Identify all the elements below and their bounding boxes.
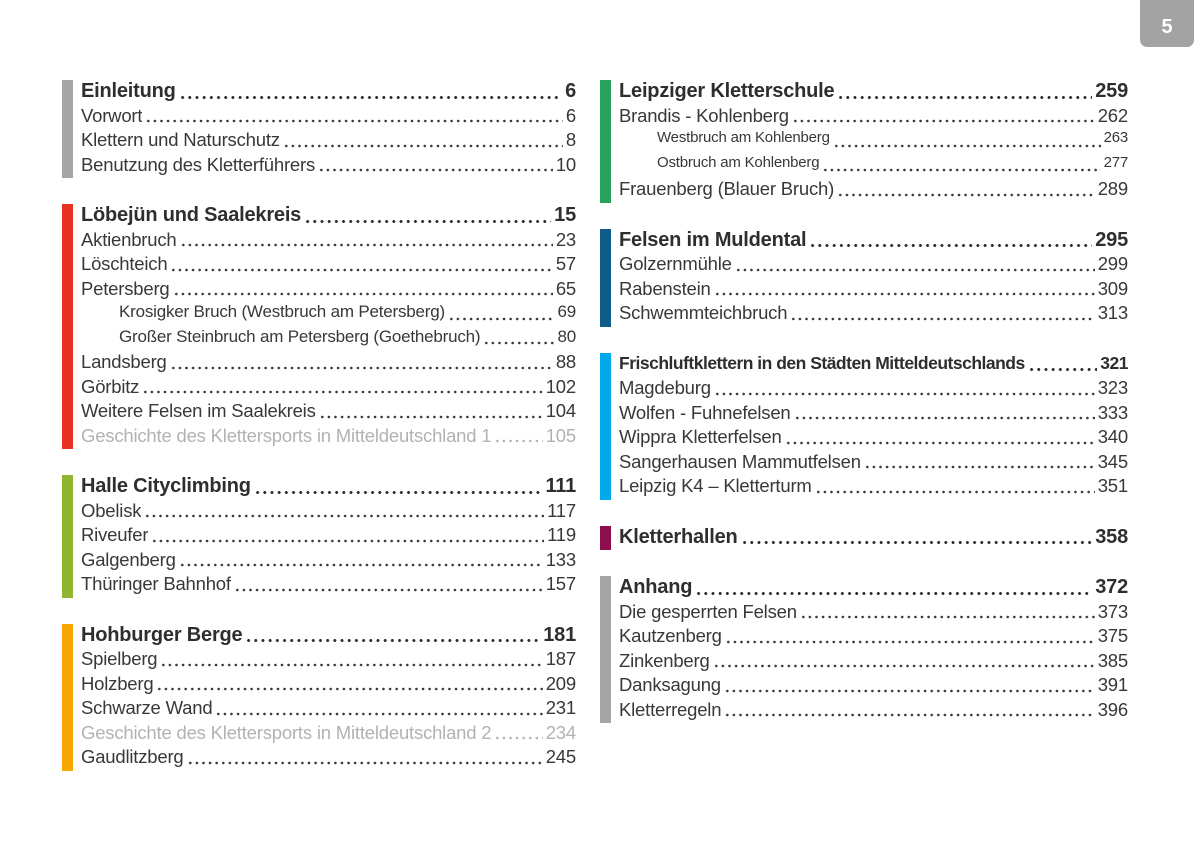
toc-entry-row — [81, 253, 576, 278]
dot-leader — [448, 316, 555, 322]
toc-entry-row — [81, 425, 576, 450]
toc-entry-row — [81, 746, 576, 771]
dot-leader — [837, 192, 1095, 198]
toc-entry-label: Görbitz — [81, 375, 140, 397]
dot-leader — [254, 489, 543, 496]
toc-entry-row — [619, 699, 1128, 724]
toc-entry-label: Weitere Felsen im Saalekreis — [81, 400, 316, 421]
toc-entry-row — [81, 129, 576, 154]
toc-entry-page: 323 — [1097, 377, 1128, 398]
section-color-bar — [62, 80, 73, 178]
toc-entry-page: 187 — [545, 648, 576, 669]
toc-entry-page: 313 — [1097, 302, 1128, 323]
section-entries — [81, 624, 576, 771]
dot-leader — [304, 218, 551, 225]
toc-entry-page: 69 — [557, 302, 576, 321]
dot-leader — [713, 663, 1095, 669]
toc-heading-row — [81, 624, 576, 649]
toc-heading-page: 111 — [545, 475, 576, 497]
toc-heading-row — [619, 229, 1128, 254]
toc-entry-label: Danksagung — [619, 674, 721, 695]
toc-heading-label: Felsen im Muldental — [619, 228, 807, 251]
toc-heading-row — [619, 576, 1128, 601]
dot-leader — [725, 639, 1095, 645]
toc-section — [600, 80, 1128, 203]
dot-leader — [724, 712, 1094, 718]
toc-entry-row — [619, 402, 1128, 427]
toc-entry-label: Vorwort — [81, 104, 143, 126]
toc-heading-page: 321 — [1100, 352, 1128, 373]
toc-entry-row — [81, 697, 576, 722]
toc-entry-label: Golzernmühle — [619, 253, 732, 274]
toc-entry-page: 104 — [545, 400, 576, 421]
section-entries — [619, 576, 1128, 723]
dot-leader — [794, 415, 1095, 421]
toc-entry-label: Geschichte des Klettersports in Mitteldeutschland 2 — [81, 721, 492, 743]
toc-entry-row — [81, 573, 576, 598]
dot-leader — [785, 440, 1095, 446]
toc-entry-row — [619, 253, 1128, 278]
toc-entry-page: 396 — [1097, 698, 1128, 720]
toc-heading-page: 295 — [1095, 228, 1128, 251]
toc-entry-row — [81, 648, 576, 673]
section-entries — [81, 204, 576, 449]
dot-leader — [741, 539, 1093, 546]
toc-entry-page: 262 — [1097, 104, 1128, 126]
toc-entry-label: Aktienbruch — [81, 228, 177, 250]
dot-leader — [173, 291, 553, 297]
toc-entry-row — [81, 400, 576, 425]
section-entries — [81, 80, 576, 178]
section-color-bar — [62, 204, 73, 449]
section-color-bar — [62, 624, 73, 771]
dot-leader — [151, 538, 544, 544]
toc-heading-label: Kletterhallen — [619, 525, 738, 548]
toc-entry-label: Frauenberg (Blauer Bruch) — [619, 178, 835, 199]
toc-section — [62, 80, 576, 178]
toc-heading-page: 6 — [565, 80, 576, 102]
toc-entry-page: 351 — [1097, 475, 1128, 496]
toc-entry-label: Galgenberg — [81, 548, 176, 570]
toc-entry-page: 6 — [565, 104, 576, 126]
toc-entry-row — [619, 129, 1128, 154]
toc-entry-label: Petersberg — [81, 277, 170, 299]
toc-heading-page: 259 — [1095, 80, 1128, 102]
section-entries — [619, 80, 1128, 203]
toc-entry-row — [619, 154, 1128, 179]
toc-entry-page: 375 — [1097, 625, 1128, 646]
toc-entry-page: 333 — [1097, 401, 1128, 423]
dot-leader — [815, 489, 1095, 495]
toc-entry-page: 23 — [555, 228, 576, 250]
section-entries — [619, 229, 1128, 327]
dot-leader — [179, 94, 562, 101]
dot-leader — [319, 414, 543, 420]
toc-entry-row — [619, 302, 1128, 327]
dot-leader — [790, 316, 1094, 322]
toc-entry-label: Benutzung des Kletterführers — [81, 153, 316, 175]
toc-entry-page: 289 — [1097, 178, 1128, 199]
toc-entry-row — [619, 426, 1128, 451]
toc-entry-row — [81, 154, 576, 179]
dot-leader — [215, 711, 542, 717]
toc-entry-row — [619, 625, 1128, 650]
section-color-bar — [600, 80, 611, 203]
toc-entry-label: Obelisk — [81, 499, 142, 521]
dot-leader — [170, 365, 553, 371]
toc-entry-page: 102 — [545, 375, 576, 397]
toc-entry-row — [619, 377, 1128, 402]
toc-entry-label: Schwemmteichbruch — [619, 302, 788, 323]
toc-section — [62, 624, 576, 771]
section-color-bar — [600, 353, 611, 500]
toc-heading-label: Halle Cityclimbing — [81, 475, 251, 497]
section-color-bar — [600, 229, 611, 327]
toc-entry-page: 277 — [1103, 153, 1128, 171]
toc-entry-page: 299 — [1097, 253, 1128, 274]
toc-column-left — [62, 80, 576, 797]
dot-leader — [318, 167, 553, 173]
toc-entry-label: Thüringer Bahnhof — [81, 573, 231, 594]
toc-entry-row — [619, 475, 1128, 500]
toc-entry-label: Riveufer — [81, 524, 149, 545]
dot-leader — [800, 614, 1095, 620]
toc-entry-page: 385 — [1097, 649, 1128, 671]
toc-heading-row — [81, 204, 576, 229]
dot-leader — [145, 118, 563, 124]
dot-leader — [283, 143, 563, 149]
toc-entry-label: Krosigker Bruch (Westbruch am Petersberg) — [119, 302, 445, 321]
toc-heading-label: Einleitung — [81, 80, 176, 102]
toc-entry-row — [81, 673, 576, 698]
toc-heading-page: 358 — [1095, 525, 1128, 548]
toc-entry-label: Spielberg — [81, 648, 158, 669]
toc-entry-row — [81, 500, 576, 525]
toc-entry-row — [619, 601, 1128, 626]
toc-entry-row — [81, 302, 576, 327]
toc-entry-label: Rabenstein — [619, 277, 711, 299]
toc-entry-label: Landsberg — [81, 351, 167, 372]
section-entries — [619, 526, 1128, 551]
toc-entry-page: 373 — [1097, 600, 1128, 622]
toc-heading-row — [81, 80, 576, 105]
toc-entry-page: 157 — [545, 573, 576, 594]
dot-leader — [792, 118, 1095, 124]
toc-entry-row — [81, 229, 576, 254]
toc-entry-page: 80 — [557, 326, 576, 346]
section-color-bar — [62, 475, 73, 598]
toc-entry-page: 57 — [555, 253, 576, 274]
toc-entry-page: 309 — [1097, 277, 1128, 299]
toc-entry-row — [81, 722, 576, 747]
toc-entry-label: Wippra Kletterfelsen — [619, 426, 782, 447]
dot-leader — [1028, 366, 1098, 373]
toc-section — [600, 526, 1128, 551]
dot-leader — [180, 242, 553, 248]
toc-heading-row — [619, 353, 1128, 378]
dot-leader — [170, 267, 552, 273]
toc-entry-page: 133 — [545, 548, 576, 570]
toc-heading-label: Anhang — [619, 576, 693, 598]
toc-entry-label: Die gesperrten Felsen — [619, 600, 797, 622]
section-color-bar — [600, 526, 611, 551]
toc-entry-page: 105 — [545, 424, 576, 446]
toc-entry-page: 231 — [545, 697, 576, 718]
toc-entry-page: 209 — [545, 672, 576, 694]
section-entries — [81, 475, 576, 598]
dot-leader — [160, 662, 542, 668]
toc-entry-page: 8 — [565, 129, 576, 150]
toc-entry-page: 10 — [555, 153, 576, 175]
toc-entry-row — [81, 549, 576, 574]
toc-entry-row — [81, 105, 576, 130]
toc-entry-label: Brandis - Kohlenberg — [619, 104, 789, 126]
toc-entry-label: Kautzenberg — [619, 625, 722, 646]
toc-section — [600, 576, 1128, 723]
dot-leader — [822, 167, 1100, 173]
toc-entry-page: 245 — [545, 746, 576, 767]
toc-entry-page: 391 — [1097, 674, 1128, 695]
toc-entry-row — [619, 278, 1128, 303]
toc-entry-row — [619, 674, 1128, 699]
toc-entry-row — [81, 278, 576, 303]
page-number-tab — [1140, 0, 1194, 47]
page-number: 5 — [1161, 16, 1173, 38]
toc-entry-label: Schwarze Wand — [81, 697, 213, 718]
section-entries — [619, 353, 1128, 500]
dot-leader — [483, 340, 554, 346]
toc-heading-label: Leipziger Kletterschule — [619, 80, 835, 102]
toc-entry-page: 117 — [547, 499, 576, 521]
toc-entry-page: 263 — [1103, 129, 1128, 146]
toc-section — [62, 475, 576, 598]
toc-entry-row — [619, 105, 1128, 130]
dot-leader — [156, 686, 542, 692]
toc-entry-row — [81, 351, 576, 376]
toc-heading-page: 372 — [1095, 576, 1128, 598]
toc-heading-row — [81, 475, 576, 500]
toc-entry-label: Holzberg — [81, 672, 154, 694]
toc-entry-row — [81, 327, 576, 352]
toc-section — [62, 204, 576, 449]
dot-leader — [833, 143, 1101, 149]
dot-leader — [179, 562, 543, 568]
toc-entry-label: Zinkenberg — [619, 649, 710, 671]
toc-entry-label: Ostbruch am Kohlenberg — [657, 153, 820, 171]
toc-section — [600, 353, 1128, 500]
toc-column-right — [600, 80, 1128, 749]
toc-entry-page: 345 — [1097, 450, 1128, 472]
dot-leader — [187, 760, 543, 766]
toc-entry-label: Kletterregeln — [619, 698, 722, 720]
toc-entry-label: Westbruch am Kohlenberg — [657, 129, 830, 146]
dot-leader — [142, 389, 542, 395]
dot-leader — [735, 267, 1095, 273]
toc-heading-label: Frischluftklettern in den Städten Mitteldeutschlands — [619, 352, 1025, 373]
dot-leader — [695, 590, 1092, 597]
toc-entry-row — [81, 524, 576, 549]
toc-entry-label: Wolfen - Fuhnefelsen — [619, 401, 791, 423]
dot-leader — [714, 291, 1095, 297]
toc-heading-row — [619, 80, 1128, 105]
toc-entry-label: Gaudlitzberg — [81, 746, 184, 767]
toc-entry-label: Löschteich — [81, 253, 168, 274]
toc-heading-page: 181 — [543, 623, 576, 646]
dot-leader — [494, 438, 542, 444]
toc-entry-label: Sangerhausen Mammutfelsen — [619, 450, 861, 472]
toc-entry-label: Großer Steinbruch am Petersberg (Goethebruch) — [119, 326, 481, 346]
dot-leader — [714, 391, 1095, 397]
toc-entry-row — [619, 178, 1128, 203]
toc-heading-page: 15 — [554, 204, 576, 226]
section-color-bar — [600, 576, 611, 723]
dot-leader — [864, 464, 1095, 470]
dot-leader — [144, 513, 544, 519]
toc-entry-label: Leipzig K4 – Kletterturm — [619, 475, 812, 496]
toc-entry-row — [619, 650, 1128, 675]
dot-leader — [837, 94, 1092, 101]
toc-entry-page: 234 — [545, 721, 576, 743]
toc-heading-label: Löbejün und Saalekreis — [81, 204, 302, 226]
toc-entry-row — [81, 376, 576, 401]
toc-entry-page: 88 — [555, 351, 576, 372]
toc-entry-label: Magdeburg — [619, 377, 711, 398]
toc-heading-row — [619, 526, 1128, 551]
toc-entry-page: 119 — [547, 524, 576, 545]
toc-entry-label: Geschichte des Klettersports in Mitteldeutschland 1 — [81, 424, 492, 446]
dot-leader — [724, 688, 1095, 694]
toc-heading-label: Hohburger Berge — [81, 623, 243, 646]
dot-leader — [809, 242, 1092, 249]
toc-entry-row — [619, 451, 1128, 476]
dot-leader — [245, 637, 540, 644]
toc-entry-page: 340 — [1097, 426, 1128, 447]
toc-entry-page: 65 — [555, 277, 576, 299]
toc-entry-label: Klettern und Naturschutz — [81, 129, 280, 150]
toc-section — [600, 229, 1128, 327]
dot-leader — [494, 735, 542, 741]
dot-leader — [234, 587, 543, 593]
